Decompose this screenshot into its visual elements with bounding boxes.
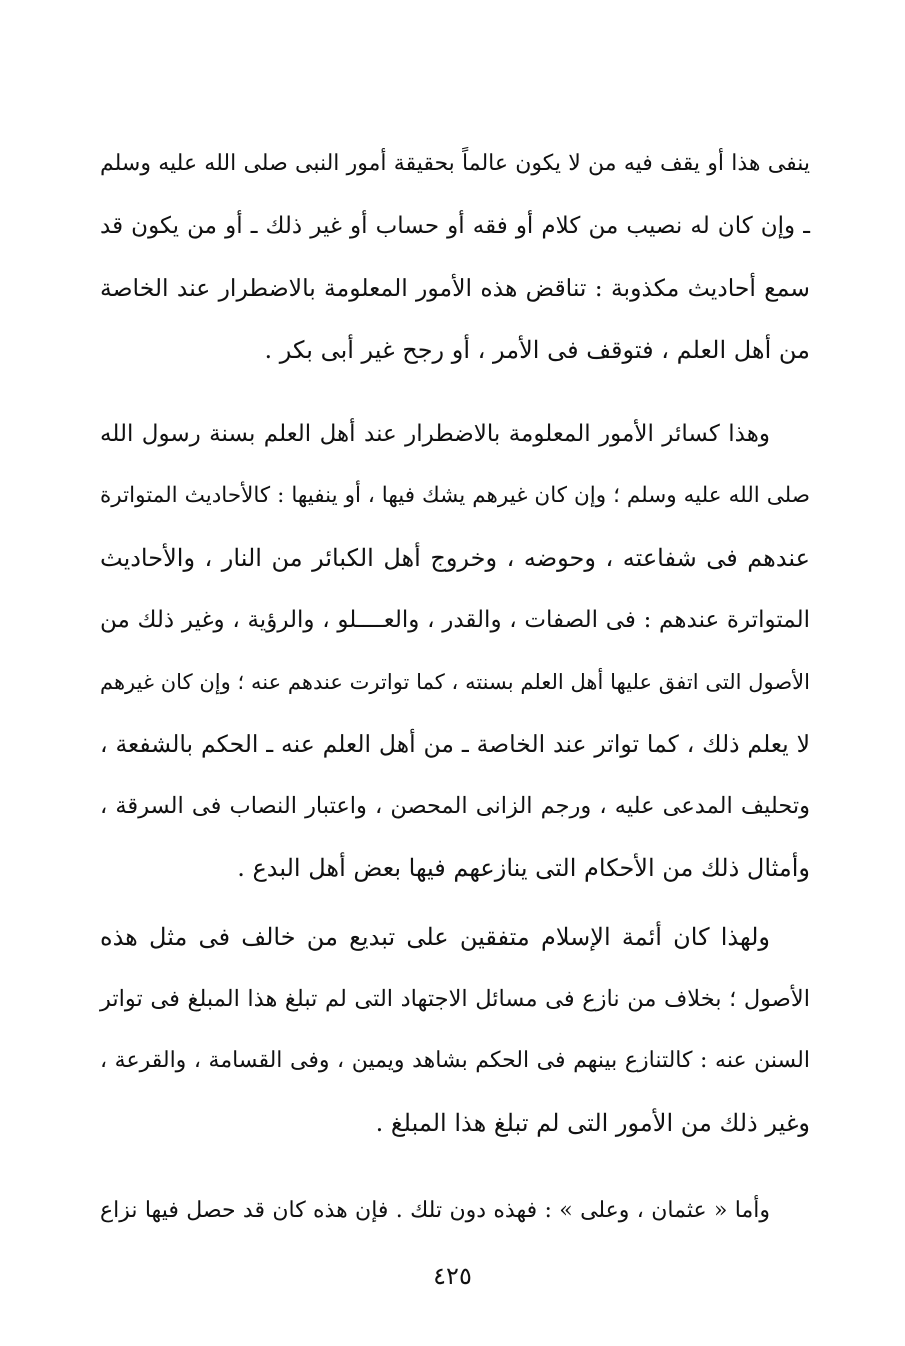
paragraph-1 [100, 133, 810, 381]
text-line: وغير ذلك من الأمور التى لم تبلغ هذا المبلغ . [375, 1109, 810, 1137]
text-line: وأمثال ذلك من الأحكام التى ينازعهم فيها بعض أهل البدع . [237, 854, 810, 882]
text-line: السنن عنه : كالتنازع بينهم فى الحكم بشاهد ويمين ، وفى القسامة ، والقرعة ، [100, 1048, 810, 1073]
paragraph-2 [100, 403, 810, 899]
text-line: المتواترة عندهم : فى الصفات ، والقدر ، والعــــلو ، والرؤية ، وغير ذلك من [100, 607, 810, 633]
text-line: صلى الله عليه وسلم ؛ وإن كان غيرهم يشك فيها ، أو ينفيها : كالأحاديث المتواترة [100, 483, 810, 508]
paragraph-3 [100, 906, 810, 1154]
text-line: وأما « عثمان ، وعلى » : فهذه دون تلك . فإن هذه كان قد حصل فيها نزاع [100, 1198, 770, 1223]
text-line: ولهذا كان أئمة الإسلام متفقين على تبديع من خالف فى مثل هذه [100, 923, 770, 951]
text-line: الأصول ؛ بخلاف من نازع فى مسائل الاجتهاد التى لم تبلغ هذا المبلغ فى تواتر [100, 986, 810, 1012]
text-line: ينفى هذا أو يقف فيه من لا يكون عالماً بحقيقة أمور النبى صلى الله عليه وسلم [100, 151, 810, 176]
text-line: ـ وإن كان له نصيب من كلام أو فقه أو حساب أو غير ذلك ـ أو من يكون قد [100, 213, 810, 239]
text-line: وتحليف المدعى عليه ، ورجم الزانى المحصن ، واعتبار النصاب فى السرقة ، [100, 793, 810, 819]
paragraph-4 [100, 1180, 810, 1242]
text-line: لا يعلم ذلك ، كما تواتر عند الخاصة ـ من أهل العلم عنه ـ الحكم بالشفعة ، [100, 730, 810, 758]
text-line: وهذا كسائر الأمور المعلومة بالاضطرار عند أهل العلم بسنة رسول الله [100, 421, 770, 447]
text-line: عندهم فى شفاعته ، وحوضه ، وخروج أهل الكبائر من النار ، والأحاديث [100, 544, 810, 572]
text-line: سمع أحاديث مكذوبة : تناقض هذه الأمور المعلومة بالاضطرار عند الخاصة [100, 274, 810, 302]
page-number: ٤٢٥ [433, 1262, 472, 1290]
text-line: من أهل العلم ، فتوقف فى الأمر ، أو رجح غير أبى بكر . [264, 336, 810, 364]
text-line: الأصول التى اتفق عليها أهل العلم بسنته ، كما تواترت عندهم عنه ؛ وإن كان غيرهم [100, 670, 810, 694]
